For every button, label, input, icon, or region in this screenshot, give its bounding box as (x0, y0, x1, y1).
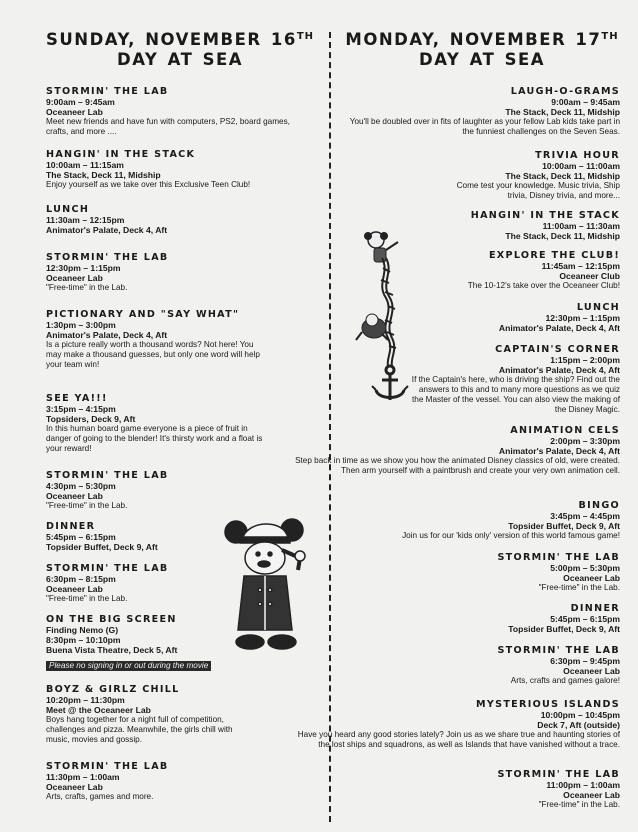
event-description: Enjoy yourself as we take over this Exclusive Teen Club! (46, 180, 251, 189)
event-description: "Free-time" in the Lab. (46, 283, 128, 292)
event-location: Oceaneer Lab (563, 790, 620, 800)
event-location: Animator's Palate, Deck 4, Aft (498, 446, 620, 456)
event-time: 5:45pm – 6:15pm (550, 614, 620, 624)
event-time: 4:30pm – 5:30pm (46, 481, 116, 491)
event-monday-6 (295, 425, 620, 500)
sunday-title: SUNDAY, NOVEMBER 16TH DAY AT SEA (45, 30, 315, 69)
event-monday-7 (342, 500, 620, 552)
event-time: 10:00pm – 10:45pm (540, 710, 620, 720)
event-location: Oceaneer Lab (563, 573, 620, 583)
event-location: Animator's Palate, Deck 4, Aft (46, 330, 168, 340)
event-location: Topsiders, Deck 9, Aft (46, 414, 136, 424)
event-description: Boys hang together for a night full of competition, challenges and pizza. Meanwhile, the girls chill with music, movies and gossip. (46, 715, 233, 744)
event-movie-title: Finding Nemo (G) (46, 625, 119, 635)
captain-mouse-icon (225, 519, 305, 649)
event-description: Arts, crafts and games galore! (510, 676, 620, 685)
event-time: 8:30pm – 10:10pm (46, 635, 121, 645)
event-sunday-0 (46, 86, 314, 149)
event-title: DINNER (570, 603, 620, 614)
event-location: Deck 7, Aft (outside) (537, 720, 620, 730)
event-title: STORMIN' THE LAB (46, 252, 169, 263)
event-title: PICTIONARY AND "SAY WHAT" (46, 309, 240, 320)
rope-anchor-illustration (352, 228, 422, 403)
event-title: BOYZ & GIRLZ CHILL (46, 684, 180, 695)
event-location: Oceaneer Lab (46, 107, 103, 117)
event-monday-9 (342, 603, 620, 645)
event-location: Topsider Buffet, Deck 9, Aft (508, 624, 620, 634)
event-location: Topsider Buffet, Deck 9, Aft (508, 521, 620, 531)
event-title: SEE YA!!! (46, 393, 108, 404)
event-time: 11:00pm – 1:00am (546, 780, 620, 790)
event-location: Oceaneer Lab (46, 782, 103, 792)
event-title: CAPTAIN'S CORNER (495, 344, 620, 355)
event-location: Oceaneer Lab (46, 273, 103, 283)
event-location: Oceaneer Lab (46, 491, 103, 501)
event-description: Join us for our 'kids only' version of this world famous game! (402, 531, 620, 540)
event-location: The Stack, Deck 11, Midship (505, 231, 620, 241)
event-monday-8 (342, 552, 620, 603)
monday-title-suffix: TH (601, 31, 619, 42)
event-description: If the Captain's here, who is driving the ship? Find out the answers to this and to many more questions as we quiz the Master of the vessel. You can also view the making of the Disney Magic. (411, 375, 620, 414)
event-description: Arts, crafts, games and more. (46, 792, 154, 801)
event-title: ON THE BIG SCREEN (46, 614, 177, 625)
event-title: MYSTERIOUS ISLANDS (476, 699, 620, 710)
event-sunday-11 (46, 761, 314, 802)
event-time: 9:00am – 9:45am (551, 97, 620, 107)
sunday-title-suffix: TH (296, 31, 315, 42)
event-description: "Free-time" in the Lab. (538, 800, 620, 809)
event-title: STORMIN' THE LAB (46, 761, 169, 772)
event-monday-1 (342, 150, 620, 210)
event-time: 1:15pm – 2:00pm (550, 355, 620, 365)
event-location: Buena Vista Theatre, Deck 5, Aft (46, 645, 178, 655)
event-location: Oceaneer Lab (563, 666, 620, 676)
event-time: 12:30pm – 1:15pm (545, 313, 620, 323)
event-description: Meet new friends and have fun with computers, PS2, board games, crafts, and more .... (46, 117, 290, 136)
sunday-subtitle: DAY AT SEA (117, 50, 243, 69)
monday-title: MONDAY, NOVEMBER 17TH DAY AT SEA (345, 30, 619, 69)
event-location: Oceaneer Club (559, 271, 620, 281)
event-title: HANGIN' IN THE STACK (470, 210, 620, 221)
event-description: "Free-time" in the Lab. (538, 583, 620, 592)
event-location: The Stack, Deck 11, Midship (505, 171, 620, 181)
event-location: Animator's Palate, Deck 4, Aft (498, 365, 620, 375)
event-title: STORMIN' THE LAB (46, 470, 169, 481)
captain-mouse-illustration (220, 510, 312, 655)
monday-subtitle: DAY AT SEA (419, 50, 545, 69)
event-description: "Free-time" in the Lab. (46, 501, 128, 510)
event-time: 11:45am – 12:15pm (541, 261, 620, 271)
event-title: TRIVIA HOUR (535, 150, 620, 161)
event-location: The Stack, Deck 11, Midship (46, 170, 161, 180)
event-time: 10:20pm – 11:30pm (46, 695, 125, 705)
event-title: LUNCH (576, 302, 620, 313)
event-title: STORMIN' THE LAB (46, 563, 169, 574)
rope-icon (381, 258, 396, 366)
event-description: In this human board game everyone is a piece of fruit in danger of going to the blender! It's thirsty work and a float is your reward! (46, 424, 263, 453)
event-time: 5:00pm – 5:30pm (550, 563, 620, 573)
movie-notice: Please no signing in or out during the movie (46, 661, 211, 671)
event-time: 9:00am – 9:45am (46, 97, 115, 107)
event-time: 2:00pm – 3:30pm (550, 436, 620, 446)
event-title: LUNCH (46, 204, 90, 215)
event-description: You'll be doubled over in fits of laughter as your fellow Lab kids take part in the funniest challenges on the Seven Seas. (349, 117, 620, 136)
event-time: 10:00am – 11:15am (46, 160, 124, 170)
anchor-icon (372, 366, 408, 400)
event-monday-0 (342, 86, 620, 150)
event-description: Is a picture really worth a thousand words? Not here! You may make a thousand guesses, but only one word will help your team win! (46, 340, 260, 369)
event-location: Meet @ the Oceaneer Lab (46, 705, 151, 715)
event-location: Animator's Palate, Deck 4, Aft (46, 225, 168, 235)
event-title: EXPLORE THE CLUB! (488, 250, 620, 261)
event-time: 11:30am – 12:15pm (46, 215, 125, 225)
event-time: 12:30pm – 1:15pm (46, 263, 121, 273)
event-description: "Free-time" in the Lab. (46, 594, 128, 603)
event-time: 11:30pm – 1:00am (46, 772, 120, 782)
event-time: 3:45pm – 4:45pm (550, 511, 620, 521)
event-sunday-1 (46, 149, 314, 204)
event-title: STORMIN' THE LAB (497, 645, 620, 656)
event-title: ANIMATION CELS (510, 425, 620, 436)
event-title: LAUGH-O-GRAMS (510, 86, 620, 97)
sunday-column (46, 30, 314, 802)
event-description: Step back in time as we show you how the animated Disney classics of old, were created. Then arm yourself with a paintbrush and create your very own animation cell. (295, 456, 620, 475)
event-title: STORMIN' THE LAB (46, 86, 169, 97)
column-divider (329, 32, 331, 822)
event-sunday-3 (46, 252, 314, 309)
event-sunday-2 (46, 204, 314, 252)
event-time: 6:30pm – 9:45pm (550, 656, 620, 666)
event-location: Animator's Palate, Deck 4, Aft (498, 323, 620, 333)
event-monday-12 (342, 769, 620, 810)
event-title: DINNER (46, 521, 96, 532)
event-title: STORMIN' THE LAB (497, 769, 620, 780)
event-sunday-10 (46, 684, 314, 761)
event-location: Topsider Buffet, Deck 9, Aft (46, 542, 158, 552)
event-time: 1:30pm – 3:00pm (46, 320, 116, 330)
event-time: 6:30pm – 8:15pm (46, 574, 116, 584)
event-sunday-5 (46, 393, 314, 470)
event-monday-11 (297, 699, 620, 769)
event-title: STORMIN' THE LAB (497, 552, 620, 563)
event-time: 3:15pm – 4:15pm (46, 404, 116, 414)
event-monday-10 (342, 645, 620, 699)
event-time: 5:45pm – 6:15pm (46, 532, 116, 542)
event-sunday-4 (46, 309, 314, 393)
character-climbing-icon (356, 314, 388, 340)
monday-column (295, 30, 620, 810)
event-title: HANGIN' IN THE STACK (46, 149, 196, 160)
event-description: Have you heard any good stories lately? Join us as we share true and haunting stories of the lost ships and squadrons, as well as Islands that have vanished without a trace. (297, 730, 620, 749)
event-description: The 10-12's take over the Oceaneer Club! (467, 281, 620, 290)
event-description: Come test your knowledge. Music trivia, Ship trivia, Disney trivia, and more... (456, 181, 620, 200)
event-time: 10:00am – 11:00am (542, 161, 620, 171)
event-location: Oceaneer Lab (46, 584, 103, 594)
character-top-icon (364, 232, 398, 262)
event-location: The Stack, Deck 11, Midship (505, 107, 620, 117)
event-title: BINGO (578, 500, 620, 511)
event-time: 11:00am – 11:30am (542, 221, 620, 231)
